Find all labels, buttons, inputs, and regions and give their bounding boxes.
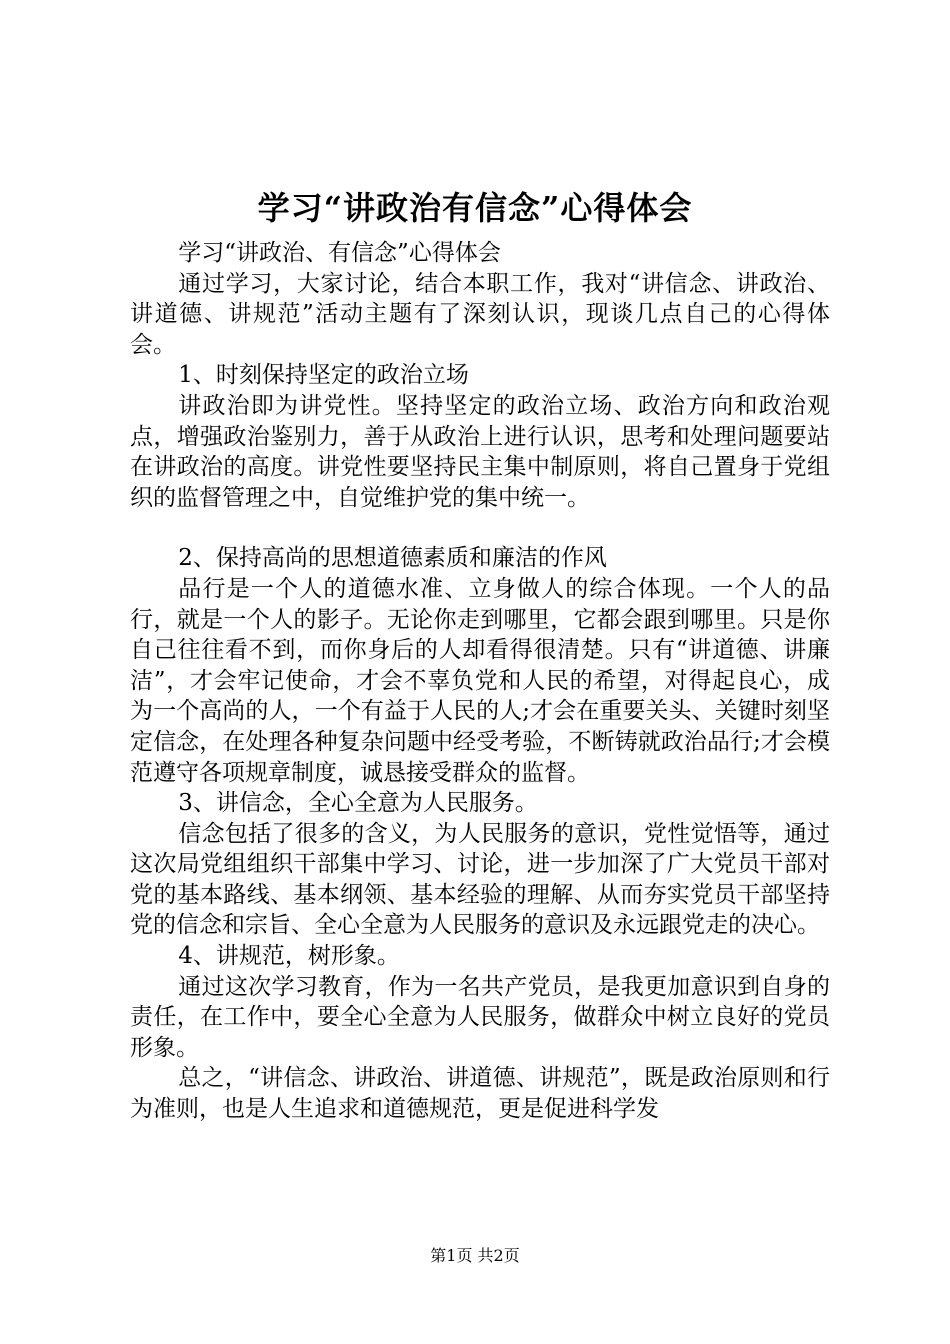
section-paragraph-3: 信念包括了很多的含义，为人民服务的意识，党性觉悟等，通过这次局党组组织干部集中学习、讨论，进一步加深了广大党员干部对党的基本路线、基本纲领、基本经验的理解、从而夯实党员干部坚持党的信念和宗旨、全心全意为人民服务的意识及永远跟党走的决心。 (130, 820, 830, 939)
section-heading-3: 3、讲信念，全心全意为人民服务。 (178, 790, 538, 817)
intro-paragraph: 通过学习，大家讨论，结合本职工作，我对“讲信念、讲政治、讲道德、讲规范”活动主题有了深刻认识，现谈几点自己的心得体会。 (130, 270, 830, 358)
section-heading-2: 2、保持高尚的思想道德素质和廉洁的作风 (178, 545, 607, 572)
section-heading-1: 1、时刻保持坚定的政治立场 (178, 362, 469, 389)
section-paragraph-1: 讲政治即为讲党性。坚持坚定的政治立场、政治方向和政治观点，增强政治鉴别力，善于从政治上进行认识，思考和处理问题要站在讲政治的高度。讲党性要坚持民主集中制原则，将自己置身于党组织的监督管理之中，自觉维护党的集中统一。 (130, 392, 830, 511)
section-heading-4: 4、讲规范，树形象。 (178, 943, 400, 970)
document-body (130, 238, 830, 1125)
page-number-footer: 第1页 共2页 (430, 1246, 520, 1265)
conclusion-paragraph: 总之，“讲信念、讲政治、讲道德、讲规范”，既是政治原则和行为准则，也是人生追求和道德规范，更是促进科学发 (130, 1065, 830, 1123)
section-paragraph-2: 品行是一个人的道德水准、立身做人的综合体现。一个人的品行，就是一个人的影子。无论你走到哪里，它都会跟到哪里。只是你自己往往看不到，而你身后的人却看得很清楚。只有“讲道德、讲廉洁”，才会牢记使命，才会不辜负党和人民的希望，对得起良心，成为一个高尚的人，一个有益于人民的人;才会在重要关头、关键时刻坚定信念，在处理各种复杂问题中经受考验，不断铸就政治品行;才会模范遵守各项规章制度，诚恳接受群众的监督。 (130, 575, 830, 786)
section-paragraph-4: 通过这次学习教育，作为一名共产党员，是我更加意识到自身的责任，在工作中，要全心全意为人民服务，做群众中树立良好的党员形象。 (130, 973, 830, 1061)
document-title: 学习“讲政治有信念”心得体会 (257, 189, 693, 227)
subtitle-paragraph: 学习“讲政治、有信念”心得体会 (178, 240, 501, 266)
